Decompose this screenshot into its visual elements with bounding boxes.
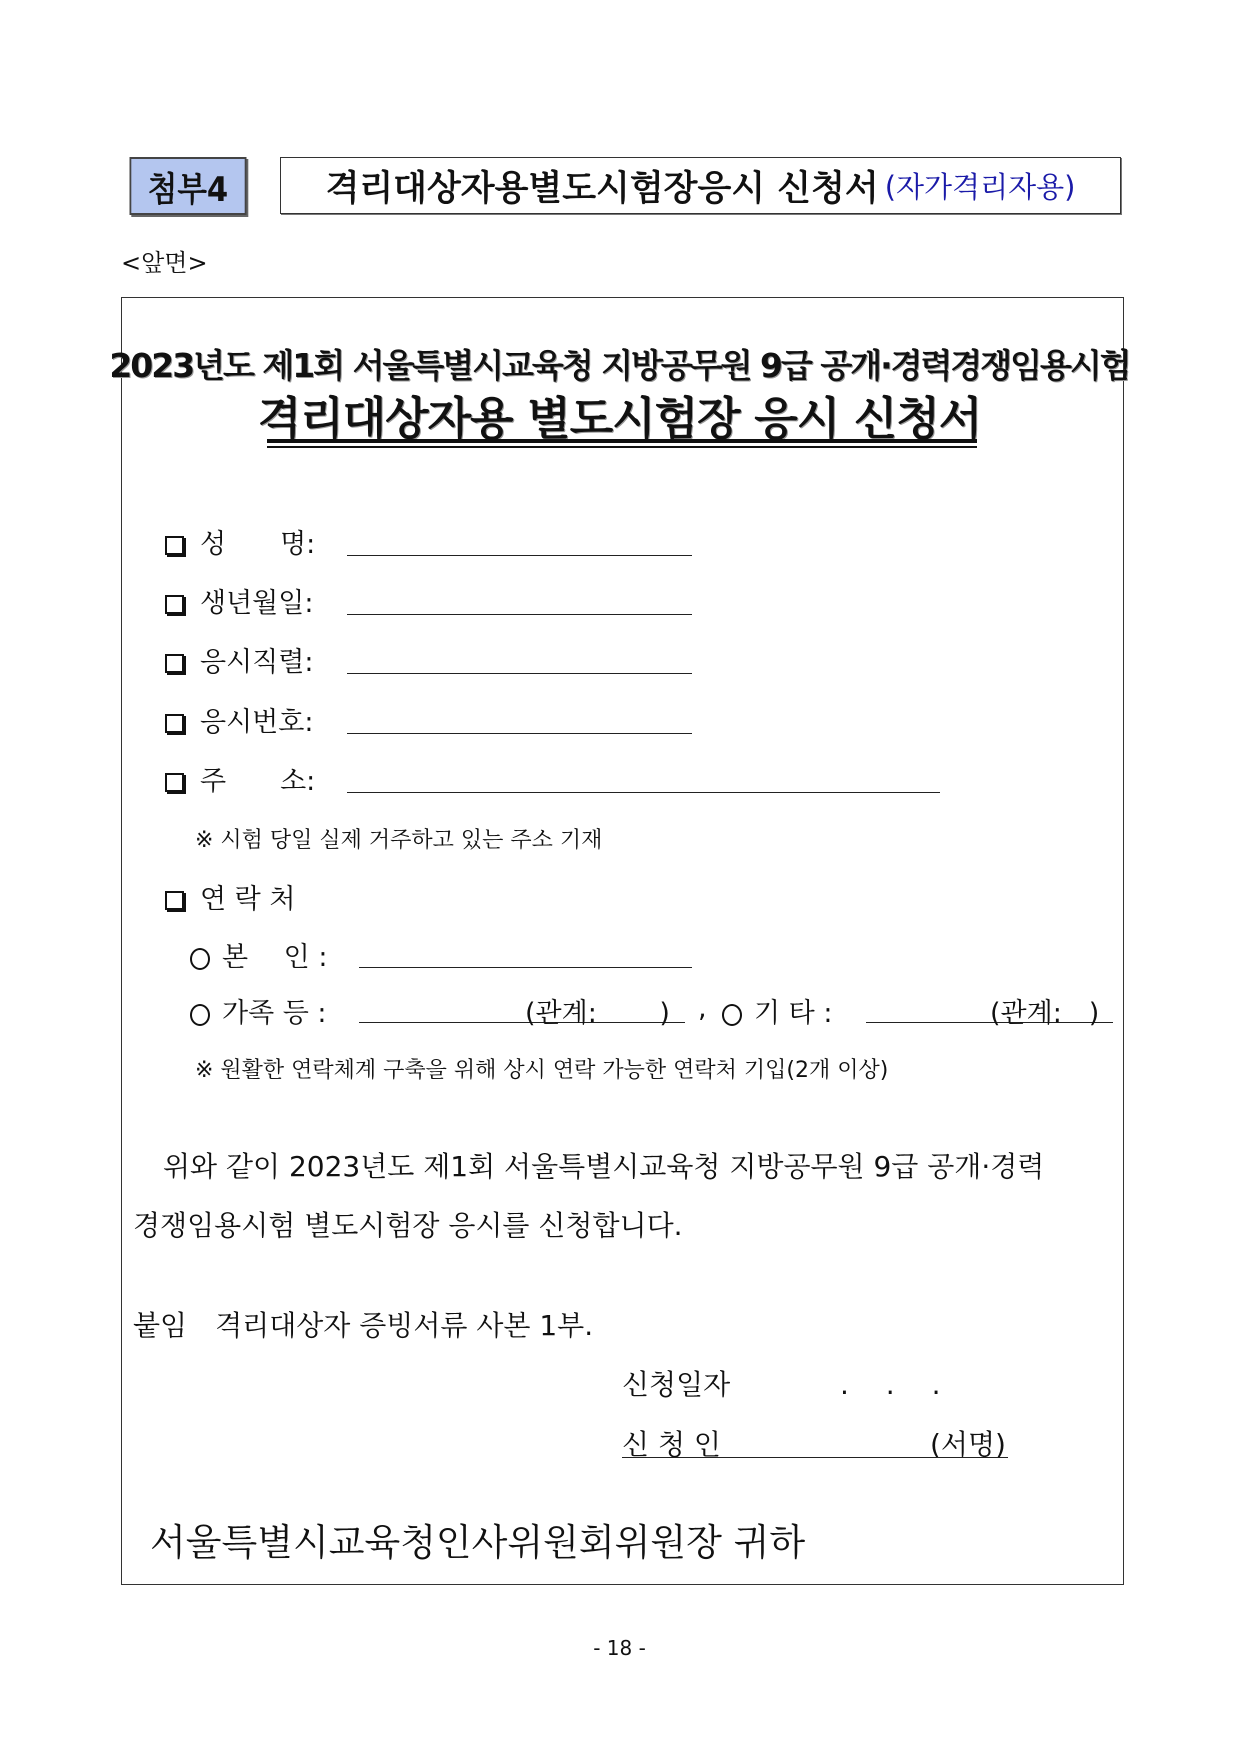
contact-section <box>165 877 295 916</box>
form-title-sub: (자가격리자용) <box>884 170 1076 204</box>
body-line2: 경쟁임용시험 별도시험장 응시를 신청합니다. <box>133 1209 683 1242</box>
field-label: 생년월일: <box>200 588 314 619</box>
side-label: <앞면> <box>121 249 208 277</box>
family-relation: (관계: ) <box>525 998 670 1029</box>
birthdate-input-line[interactable] <box>347 614 692 615</box>
addressee: 서울특별시교육청인사위원회위원장 귀하 <box>150 1521 806 1564</box>
contact-note: ※ 원활한 연락체계 구축을 위해 상시 연락 가능한 연락처 기입(2개 이상) <box>195 1058 889 1083</box>
field-exam-number <box>165 700 313 739</box>
field-job-series <box>165 640 313 679</box>
other-label: 기 타 : <box>754 998 833 1029</box>
heading-line2: 격리대상자용 별도시험장 응시 신청서 <box>257 392 982 445</box>
date-label: 신청일자 <box>622 1368 731 1401</box>
contact-self <box>190 935 327 974</box>
field-label: 주 소: <box>200 766 316 797</box>
address-input-line[interactable] <box>347 792 940 793</box>
field-label: 응시번호: <box>200 707 314 738</box>
field-address <box>165 759 315 798</box>
field-birthdate <box>165 581 313 620</box>
signature-label: (서명) <box>930 1428 1006 1461</box>
contact-label: 연 락 처 <box>200 884 296 915</box>
self-label: 본 인 : <box>222 942 328 973</box>
checkbox-icon <box>165 654 184 673</box>
title-box <box>280 157 1121 214</box>
checkbox-icon <box>165 714 184 733</box>
applicant-signature-line[interactable] <box>622 1457 1008 1458</box>
field-name <box>165 522 315 561</box>
circle-bullet-icon <box>190 1004 210 1026</box>
form-title: 격리대상자용별도시험장응시 신청서 <box>325 168 879 209</box>
checkbox-icon <box>165 773 184 792</box>
comma: , <box>698 993 707 1024</box>
name-input-line[interactable] <box>347 555 692 556</box>
field-label: 응시직렬: <box>200 647 314 678</box>
checkbox-icon <box>165 891 184 910</box>
heading-line1: 2023년도 제1회 서울특별시교육청 지방공무원 9급 공개·경력경쟁임용시험 <box>109 346 1130 385</box>
contact-family <box>190 991 327 1030</box>
attachment-note: 붙임 격리대상자 증빙서류 사본 1부. <box>133 1309 594 1342</box>
applicant-label: 신 청 인 <box>622 1428 721 1461</box>
checkbox-icon <box>165 536 184 555</box>
field-label: 성 명: <box>200 529 316 560</box>
attachment-tag: 첨부4 <box>130 157 247 215</box>
address-note: ※ 시험 당일 실제 거주하고 있는 주소 기재 <box>195 828 603 853</box>
other-relation: (관계: ) <box>990 998 1100 1029</box>
double-underline <box>267 439 977 448</box>
contact-other <box>722 991 832 1030</box>
circle-bullet-icon <box>190 948 210 970</box>
body-line1: 위와 같이 2023년도 제1회 서울특별시교육청 지방공무원 9급 공개·경력 <box>163 1150 1045 1183</box>
family-label: 가족 등 : <box>222 998 327 1029</box>
self-contact-line[interactable] <box>359 967 692 968</box>
circle-bullet-icon <box>722 1004 742 1026</box>
job-series-input-line[interactable] <box>347 673 692 674</box>
date-dots: . . . <box>840 1368 941 1401</box>
exam-number-input-line[interactable] <box>347 733 692 734</box>
page-number: - 18 - <box>593 1636 646 1660</box>
checkbox-icon <box>165 595 184 614</box>
